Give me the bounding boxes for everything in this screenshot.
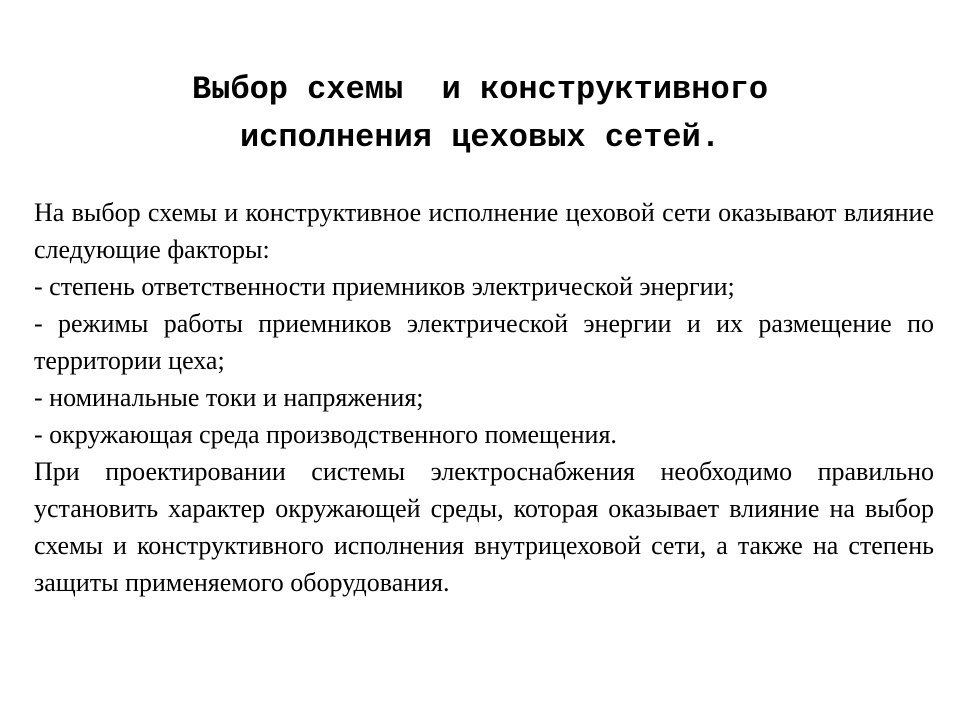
slide-title (40, 66, 920, 162)
conclusion-paragraph: При проектировании системы электроснабжения необходимо правильно установить характер окружающей среды, которая оказывает влияние на выбор схемы и конструктивного исполнения внутрицеховой сети, а также на степень защиты применяемого оборудования. (34, 457, 934, 597)
title-line-2: исполнения цеховых сетей. (239, 119, 721, 156)
factor-item-3: - номинальные токи и напряжения; (34, 383, 424, 412)
intro-paragraph: На выбор схемы и конструктивное исполнение цеховой сети оказывают влияние следующие факторы: (34, 198, 934, 264)
factor-item-2: - режимы работы приемников электрической энергии и их размещение по территории цеха; (34, 309, 934, 375)
slide-body (34, 194, 934, 601)
factor-item-1: - степень ответственности приемников электрической энергии; (34, 272, 735, 301)
factor-item-4: - окружающая среда производственного помещения. (34, 420, 617, 449)
title-line-1: Выбор схемы и конструктивного (191, 71, 769, 108)
